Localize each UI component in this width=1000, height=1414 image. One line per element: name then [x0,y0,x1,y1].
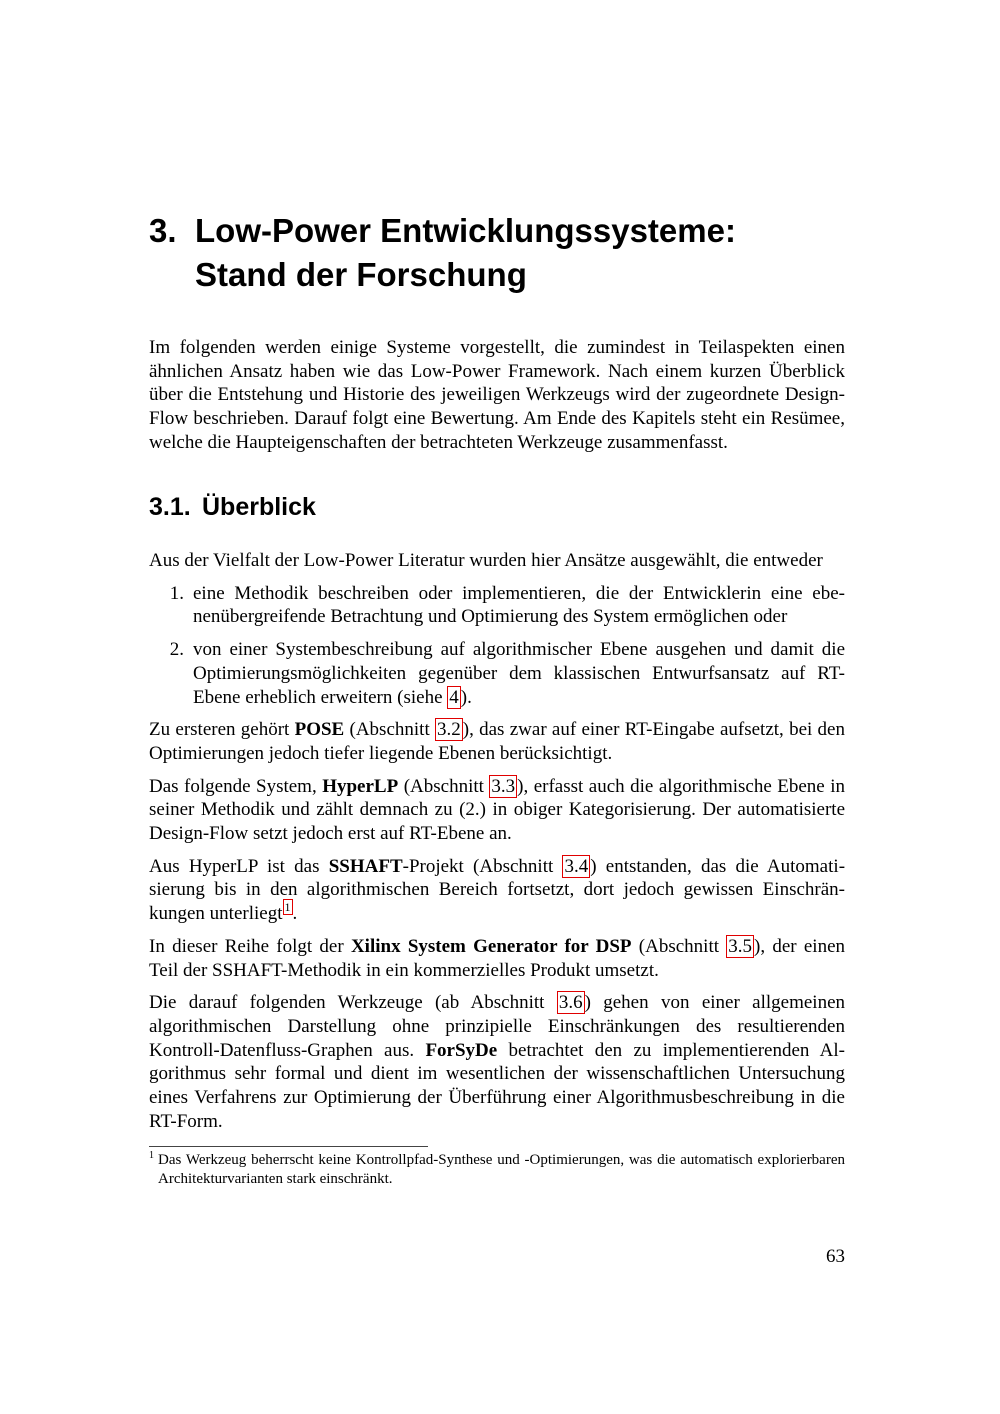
text-run: In dieser Reihe folgt der [149,935,351,957]
tool-name: HyperLP [322,775,399,797]
section-link[interactable]: 3.2 [437,719,461,741]
list-item-text: eine Methodik beschreiben oder implementieren, die der Entwicklerin eine ebenenübergreifende Betrachtung und Optimierung des System ermöglichen oder [193,582,845,628]
text-run: (Abschnitt [344,719,436,741]
footnote-link[interactable]: 1 [284,899,291,914]
footnote [149,1151,845,1188]
paragraph-pose [149,718,845,765]
section-number: 3.1. [149,493,191,521]
section-title: Überblick [202,493,316,521]
tool-name: Xilinx System Generator for DSP [350,935,632,957]
text-run: -Projekt (Abschnitt [402,855,563,877]
chapter-number: 3. [149,212,177,249]
paragraph-forsyde [149,991,845,1133]
text-run: (Abschnitt [398,775,490,797]
footnote-divider [149,1146,428,1147]
section-heading [149,490,316,524]
list-item-number: 2. [169,639,184,661]
tool-name: ForSyDe [425,1039,498,1061]
chapter-heading [149,209,869,297]
intro-paragraph: Im folgenden werden einige Systeme vorgestellt, die zumindest in Teilaspekten einen ähnlichen Ansatz haben wie das Low-Power Framework. Nach einem kurzen Überblick über die Entstehung und Historie des jeweiligen Werkzeugs wird der zugeordnete Design-Flow beschrieben. Darauf folgt eine Bewertung. Am Ende des Kapitels steht ein Resümee, welche die Haupteigenschaften der betrachteten Werkzeuge zusammenfasst. [149,337,845,453]
list-item-text-part: von einer Systembeschreibung auf algorithmischer Ebene ausgehen und damit die Optimierungsmöglichkeiten gegenüber dem klassischen Entwurfsansatz auf RT-Ebene erheblich erweitern (siehe [193,639,845,708]
text-run: ), der einen Teil der SSHAFT-Methodik in ein kommerzielles Produkt umsetzt. [149,935,846,981]
tool-name: SSHAFT [328,855,403,877]
text-run: betrachtet den zu implementierenden Algorithmus sehr formal und dient im wesentlichen der wissenschaftlichen Untersuchung eines Verfahrens zur Optimierung der Überführung einer Algorithmusbeschreibung in die RT-Form. [149,1039,845,1132]
text-run: (Abschnitt [631,935,727,957]
paragraph-xilinx [149,935,845,982]
chapter-title-line1: Low-Power Entwicklungssysteme: [195,212,736,249]
text-run: Die darauf folgenden Werkzeuge (ab Abschnitt [149,992,557,1014]
paragraph-hyperlp [149,775,845,846]
list-item-number: 1. [169,582,184,604]
section-link[interactable]: 3.6 [558,992,583,1014]
page-number: 63 [826,1246,845,1267]
text-run: Das folgende System, [149,775,323,797]
list-item-text-part: ). [460,686,472,708]
chapter-link[interactable]: 4 [449,686,459,708]
lead-paragraph: Aus der Vielfalt der Low-Power Literatur wurden hier Ansätze ausgewählt, die entweder [149,550,823,571]
section-link[interactable]: 3.4 [564,855,589,877]
text-run: ), erfasst auch die algorithmische Ebene in seiner Methodik und zählt demnach zu (2.) in obiger Kategorisierung. Der automatisierte Design-Flow setzt jedoch erst auf RT-Ebene an. [149,775,845,845]
footnote-text: Das Werkzeug beherrscht keine Kontrollpfad-Synthese und -Optimierungen, was die automatisch explorierbaren Architekturvarianten stark einschränkt. [158,1152,845,1187]
chapter-title-line2: Stand der Forschung [195,256,527,293]
paragraph-sshaft [149,855,845,926]
text-run: ) entstanden, das die Automatisierung bis in den algorithmischen Bereich fortsetzt, dort jedoch gewissen Einschränkungen unterliegt [149,855,846,925]
chapter-title [195,209,869,297]
section-link[interactable]: 3.3 [491,775,516,797]
text-run: . [292,903,298,925]
criteria-list [149,582,845,710]
list-item [149,582,845,629]
text-run: ) gehen von einer allgemeinen algorithmischen Darstellung ohne prinzipielle Einschränkungen des resultierenden Kontroll-Datenfluss-Graphen aus. [149,992,846,1061]
section-link[interactable]: 3.5 [728,935,753,957]
footnote-number: 1 [149,1150,154,1161]
text-run: ), das zwar auf einer RT-Eingabe aufsetzt, bei den Optimierungen jedoch tiefer liegende Ebenen berücksichtigt. [149,719,845,764]
list-item [149,638,845,709]
tool-name: POSE [294,719,345,741]
list-item-text [193,638,845,709]
text-run: Aus HyperLP ist das [149,855,329,877]
text-run: Zu ersteren gehört [149,719,295,741]
section-content [149,549,845,1142]
